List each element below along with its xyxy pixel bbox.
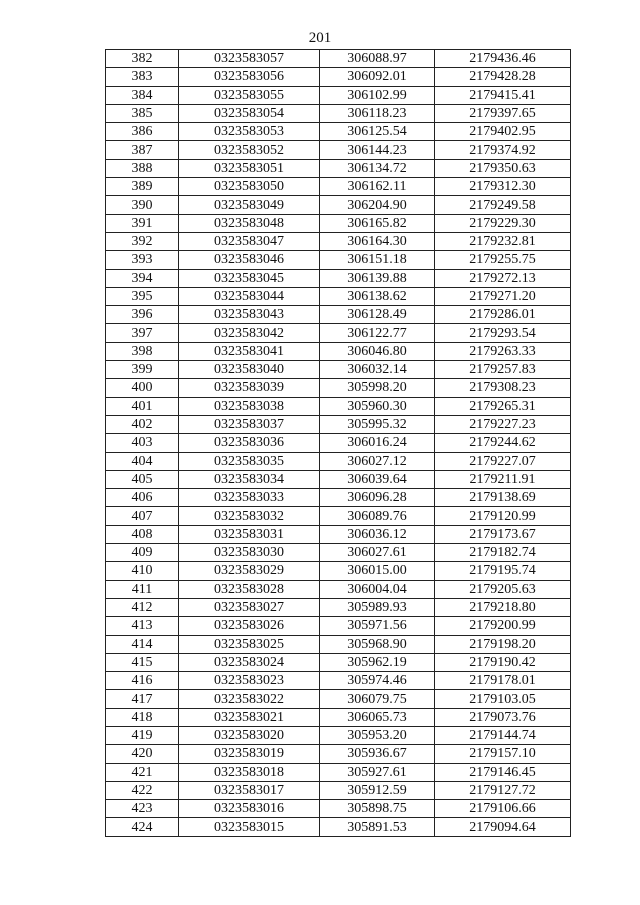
table-row xyxy=(106,232,571,250)
table-row xyxy=(106,708,571,726)
point-id-cell: 0323583040 xyxy=(179,361,320,379)
y-coordinate-cell: 2179200.99 xyxy=(435,617,571,635)
point-number-cell: 407 xyxy=(106,507,179,525)
table-row xyxy=(106,361,571,379)
table-row xyxy=(106,470,571,488)
point-number-cell: 420 xyxy=(106,745,179,763)
x-coordinate-cell: 306065.73 xyxy=(320,708,435,726)
point-id-cell: 0323583056 xyxy=(179,68,320,86)
point-id-cell: 0323583046 xyxy=(179,251,320,269)
x-coordinate-cell: 305989.93 xyxy=(320,598,435,616)
y-coordinate-cell: 2179265.31 xyxy=(435,397,571,415)
point-number-cell: 418 xyxy=(106,708,179,726)
table-row xyxy=(106,672,571,690)
point-number-cell: 398 xyxy=(106,342,179,360)
point-id-cell: 0323583031 xyxy=(179,525,320,543)
point-id-cell: 0323583036 xyxy=(179,434,320,452)
point-id-cell: 0323583019 xyxy=(179,745,320,763)
point-number-cell: 387 xyxy=(106,141,179,159)
point-id-cell: 0323583032 xyxy=(179,507,320,525)
y-coordinate-cell: 2179138.69 xyxy=(435,489,571,507)
point-id-cell: 0323583020 xyxy=(179,726,320,744)
table-row xyxy=(106,415,571,433)
table-row xyxy=(106,452,571,470)
y-coordinate-cell: 2179397.65 xyxy=(435,104,571,122)
y-coordinate-cell: 2179178.01 xyxy=(435,672,571,690)
x-coordinate-cell: 306036.12 xyxy=(320,525,435,543)
point-id-cell: 0323583024 xyxy=(179,653,320,671)
x-coordinate-cell: 306016.24 xyxy=(320,434,435,452)
y-coordinate-cell: 2179293.54 xyxy=(435,324,571,342)
y-coordinate-cell: 2179205.63 xyxy=(435,580,571,598)
y-coordinate-cell: 2179271.20 xyxy=(435,287,571,305)
point-number-cell: 424 xyxy=(106,818,179,836)
point-id-cell: 0323583051 xyxy=(179,159,320,177)
table-row xyxy=(106,818,571,836)
point-number-cell: 386 xyxy=(106,123,179,141)
point-number-cell: 400 xyxy=(106,379,179,397)
table-row xyxy=(106,544,571,562)
x-coordinate-cell: 306125.54 xyxy=(320,123,435,141)
point-number-cell: 415 xyxy=(106,653,179,671)
y-coordinate-cell: 2179428.28 xyxy=(435,68,571,86)
point-id-cell: 0323583045 xyxy=(179,269,320,287)
table-row xyxy=(106,379,571,397)
x-coordinate-cell: 306004.04 xyxy=(320,580,435,598)
y-coordinate-cell: 2179103.05 xyxy=(435,690,571,708)
point-number-cell: 382 xyxy=(106,50,179,68)
point-id-cell: 0323583043 xyxy=(179,306,320,324)
x-coordinate-cell: 306128.49 xyxy=(320,306,435,324)
y-coordinate-cell: 2179106.66 xyxy=(435,800,571,818)
point-id-cell: 0323583054 xyxy=(179,104,320,122)
point-number-cell: 414 xyxy=(106,635,179,653)
table-row xyxy=(106,269,571,287)
point-number-cell: 394 xyxy=(106,269,179,287)
x-coordinate-cell: 305962.19 xyxy=(320,653,435,671)
table-row xyxy=(106,745,571,763)
y-coordinate-cell: 2179144.74 xyxy=(435,726,571,744)
table-row xyxy=(106,507,571,525)
y-coordinate-cell: 2179402.95 xyxy=(435,123,571,141)
point-id-cell: 0323583017 xyxy=(179,781,320,799)
x-coordinate-cell: 306027.12 xyxy=(320,452,435,470)
point-number-cell: 413 xyxy=(106,617,179,635)
point-id-cell: 0323583022 xyxy=(179,690,320,708)
table-row xyxy=(106,123,571,141)
x-coordinate-cell: 306134.72 xyxy=(320,159,435,177)
table-row xyxy=(106,726,571,744)
x-coordinate-cell: 306089.76 xyxy=(320,507,435,525)
point-number-cell: 392 xyxy=(106,232,179,250)
coordinates-table-body xyxy=(106,50,571,837)
x-coordinate-cell: 306102.99 xyxy=(320,86,435,104)
x-coordinate-cell: 306039.64 xyxy=(320,470,435,488)
point-number-cell: 399 xyxy=(106,361,179,379)
x-coordinate-cell: 306165.82 xyxy=(320,214,435,232)
point-number-cell: 396 xyxy=(106,306,179,324)
point-number-cell: 416 xyxy=(106,672,179,690)
table-row xyxy=(106,653,571,671)
table-row xyxy=(106,214,571,232)
y-coordinate-cell: 2179232.81 xyxy=(435,232,571,250)
table-row xyxy=(106,580,571,598)
y-coordinate-cell: 2179227.07 xyxy=(435,452,571,470)
x-coordinate-cell: 305936.67 xyxy=(320,745,435,763)
table-row xyxy=(106,68,571,86)
point-id-cell: 0323583025 xyxy=(179,635,320,653)
point-id-cell: 0323583042 xyxy=(179,324,320,342)
y-coordinate-cell: 2179286.01 xyxy=(435,306,571,324)
table-row xyxy=(106,635,571,653)
point-id-cell: 0323583038 xyxy=(179,397,320,415)
y-coordinate-cell: 2179415.41 xyxy=(435,86,571,104)
y-coordinate-cell: 2179218.80 xyxy=(435,598,571,616)
y-coordinate-cell: 2179211.91 xyxy=(435,470,571,488)
y-coordinate-cell: 2179257.83 xyxy=(435,361,571,379)
point-id-cell: 0323583028 xyxy=(179,580,320,598)
point-id-cell: 0323583035 xyxy=(179,452,320,470)
point-number-cell: 388 xyxy=(106,159,179,177)
y-coordinate-cell: 2179312.30 xyxy=(435,178,571,196)
point-id-cell: 0323583029 xyxy=(179,562,320,580)
point-number-cell: 397 xyxy=(106,324,179,342)
y-coordinate-cell: 2179249.58 xyxy=(435,196,571,214)
point-number-cell: 401 xyxy=(106,397,179,415)
point-number-cell: 402 xyxy=(106,415,179,433)
x-coordinate-cell: 306118.23 xyxy=(320,104,435,122)
point-id-cell: 0323583023 xyxy=(179,672,320,690)
table-row xyxy=(106,86,571,104)
table-row xyxy=(106,525,571,543)
y-coordinate-cell: 2179127.72 xyxy=(435,781,571,799)
y-coordinate-cell: 2179120.99 xyxy=(435,507,571,525)
point-number-cell: 421 xyxy=(106,763,179,781)
table-row xyxy=(106,287,571,305)
point-id-cell: 0323583057 xyxy=(179,50,320,68)
x-coordinate-cell: 305960.30 xyxy=(320,397,435,415)
point-id-cell: 0323583030 xyxy=(179,544,320,562)
x-coordinate-cell: 306164.30 xyxy=(320,232,435,250)
table-row xyxy=(106,598,571,616)
x-coordinate-cell: 305891.53 xyxy=(320,818,435,836)
y-coordinate-cell: 2179374.92 xyxy=(435,141,571,159)
table-row xyxy=(106,324,571,342)
point-number-cell: 419 xyxy=(106,726,179,744)
x-coordinate-cell: 306015.00 xyxy=(320,562,435,580)
x-coordinate-cell: 306092.01 xyxy=(320,68,435,86)
point-id-cell: 0323583034 xyxy=(179,470,320,488)
point-id-cell: 0323583055 xyxy=(179,86,320,104)
point-id-cell: 0323583027 xyxy=(179,598,320,616)
coordinates-table xyxy=(105,49,571,837)
x-coordinate-cell: 305974.46 xyxy=(320,672,435,690)
y-coordinate-cell: 2179436.46 xyxy=(435,50,571,68)
point-number-cell: 391 xyxy=(106,214,179,232)
table-row xyxy=(106,50,571,68)
y-coordinate-cell: 2179182.74 xyxy=(435,544,571,562)
point-number-cell: 385 xyxy=(106,104,179,122)
y-coordinate-cell: 2179255.75 xyxy=(435,251,571,269)
point-id-cell: 0323583050 xyxy=(179,178,320,196)
x-coordinate-cell: 306032.14 xyxy=(320,361,435,379)
x-coordinate-cell: 306027.61 xyxy=(320,544,435,562)
point-id-cell: 0323583047 xyxy=(179,232,320,250)
y-coordinate-cell: 2179308.23 xyxy=(435,379,571,397)
table-row xyxy=(106,104,571,122)
point-id-cell: 0323583037 xyxy=(179,415,320,433)
point-number-cell: 412 xyxy=(106,598,179,616)
x-coordinate-cell: 306204.90 xyxy=(320,196,435,214)
x-coordinate-cell: 305912.59 xyxy=(320,781,435,799)
point-number-cell: 383 xyxy=(106,68,179,86)
point-number-cell: 406 xyxy=(106,489,179,507)
y-coordinate-cell: 2179173.67 xyxy=(435,525,571,543)
y-coordinate-cell: 2179229.30 xyxy=(435,214,571,232)
point-number-cell: 384 xyxy=(106,86,179,104)
y-coordinate-cell: 2179195.74 xyxy=(435,562,571,580)
x-coordinate-cell: 306139.88 xyxy=(320,269,435,287)
table-row xyxy=(106,800,571,818)
table-row xyxy=(106,434,571,452)
point-id-cell: 0323583026 xyxy=(179,617,320,635)
point-id-cell: 0323583053 xyxy=(179,123,320,141)
point-id-cell: 0323583049 xyxy=(179,196,320,214)
y-coordinate-cell: 2179263.33 xyxy=(435,342,571,360)
table-row xyxy=(106,562,571,580)
y-coordinate-cell: 2179244.62 xyxy=(435,434,571,452)
x-coordinate-cell: 306088.97 xyxy=(320,50,435,68)
x-coordinate-cell: 305927.61 xyxy=(320,763,435,781)
x-coordinate-cell: 305968.90 xyxy=(320,635,435,653)
point-number-cell: 422 xyxy=(106,781,179,799)
point-id-cell: 0323583052 xyxy=(179,141,320,159)
point-number-cell: 395 xyxy=(106,287,179,305)
table-row xyxy=(106,489,571,507)
table-row xyxy=(106,397,571,415)
x-coordinate-cell: 306046.80 xyxy=(320,342,435,360)
point-id-cell: 0323583039 xyxy=(179,379,320,397)
x-coordinate-cell: 306096.28 xyxy=(320,489,435,507)
point-number-cell: 404 xyxy=(106,452,179,470)
x-coordinate-cell: 306144.23 xyxy=(320,141,435,159)
point-number-cell: 393 xyxy=(106,251,179,269)
point-number-cell: 411 xyxy=(106,580,179,598)
y-coordinate-cell: 2179157.10 xyxy=(435,745,571,763)
y-coordinate-cell: 2179073.76 xyxy=(435,708,571,726)
point-id-cell: 0323583033 xyxy=(179,489,320,507)
x-coordinate-cell: 305898.75 xyxy=(320,800,435,818)
x-coordinate-cell: 306079.75 xyxy=(320,690,435,708)
table-row xyxy=(106,617,571,635)
point-number-cell: 389 xyxy=(106,178,179,196)
table-row xyxy=(106,306,571,324)
point-number-cell: 410 xyxy=(106,562,179,580)
point-id-cell: 0323583015 xyxy=(179,818,320,836)
x-coordinate-cell: 305953.20 xyxy=(320,726,435,744)
y-coordinate-cell: 2179190.42 xyxy=(435,653,571,671)
point-id-cell: 0323583044 xyxy=(179,287,320,305)
point-number-cell: 409 xyxy=(106,544,179,562)
x-coordinate-cell: 305971.56 xyxy=(320,617,435,635)
x-coordinate-cell: 306138.62 xyxy=(320,287,435,305)
point-id-cell: 0323583041 xyxy=(179,342,320,360)
table-row xyxy=(106,159,571,177)
point-id-cell: 0323583018 xyxy=(179,763,320,781)
point-id-cell: 0323583021 xyxy=(179,708,320,726)
table-row xyxy=(106,178,571,196)
x-coordinate-cell: 306151.18 xyxy=(320,251,435,269)
x-coordinate-cell: 306122.77 xyxy=(320,324,435,342)
point-number-cell: 405 xyxy=(106,470,179,488)
table-row xyxy=(106,251,571,269)
table-row xyxy=(106,342,571,360)
table-row xyxy=(106,763,571,781)
table-row xyxy=(106,141,571,159)
table-row xyxy=(106,781,571,799)
x-coordinate-cell: 305998.20 xyxy=(320,379,435,397)
y-coordinate-cell: 2179146.45 xyxy=(435,763,571,781)
point-id-cell: 0323583016 xyxy=(179,800,320,818)
table-row xyxy=(106,690,571,708)
y-coordinate-cell: 2179350.63 xyxy=(435,159,571,177)
point-number-cell: 403 xyxy=(106,434,179,452)
point-number-cell: 408 xyxy=(106,525,179,543)
point-number-cell: 423 xyxy=(106,800,179,818)
y-coordinate-cell: 2179094.64 xyxy=(435,818,571,836)
table-row xyxy=(106,196,571,214)
point-number-cell: 390 xyxy=(106,196,179,214)
y-coordinate-cell: 2179198.20 xyxy=(435,635,571,653)
y-coordinate-cell: 2179227.23 xyxy=(435,415,571,433)
page-number: 201 xyxy=(308,30,332,46)
x-coordinate-cell: 305995.32 xyxy=(320,415,435,433)
point-id-cell: 0323583048 xyxy=(179,214,320,232)
point-number-cell: 417 xyxy=(106,690,179,708)
y-coordinate-cell: 2179272.13 xyxy=(435,269,571,287)
x-coordinate-cell: 306162.11 xyxy=(320,178,435,196)
